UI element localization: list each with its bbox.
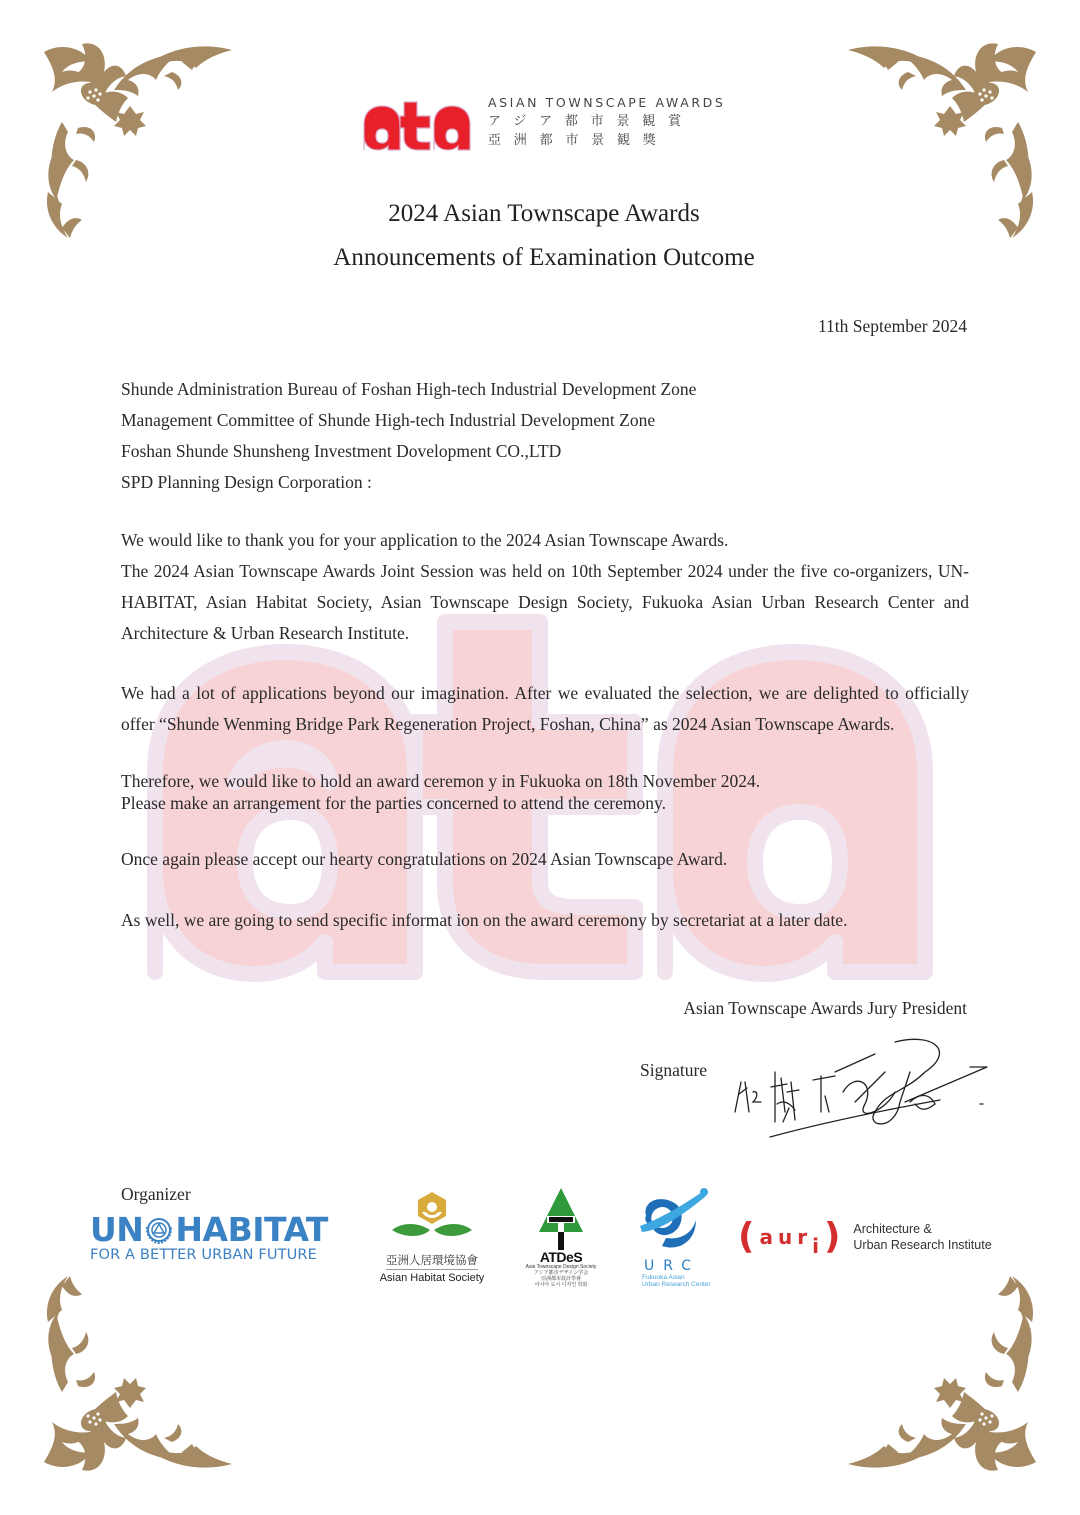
logo-english-name: ASIAN TOWNSCAPE AWARDS bbox=[488, 95, 726, 110]
asian-habitat-society-english: Asian Habitat Society bbox=[379, 1272, 485, 1284]
organizer-label: Organizer bbox=[121, 1184, 191, 1204]
atdes-subtitle: Asia Townscape Design Society bbox=[525, 1264, 597, 1270]
body-paragraph-congratulations: Once again please accept our hearty congratulations on 2024 Asian Townscape Award. bbox=[121, 849, 728, 869]
atdes-subtitle: アジア都市デザイン学会 bbox=[533, 1270, 589, 1276]
auri-name-line: Architecture & bbox=[853, 1222, 932, 1236]
ata-logo-icon bbox=[360, 100, 480, 152]
atdes-subtitle: 亞洲都市設計學會 bbox=[540, 1276, 581, 1282]
un-habitat-logo bbox=[90, 1210, 345, 1263]
urc-swoosh-icon bbox=[636, 1186, 711, 1258]
un-habitat-tagline: FOR A BETTER URBAN FUTURE bbox=[90, 1246, 317, 1263]
addressee: SPD Planning Design Corporation : bbox=[121, 472, 372, 492]
auri-letter: r bbox=[797, 1225, 813, 1249]
floral-ornament-icon bbox=[32, 1262, 252, 1482]
urc-subtitle: Urban Research Center bbox=[642, 1281, 711, 1288]
document-title: 2024 Asian Townscape Awards bbox=[388, 200, 700, 227]
urc-logo bbox=[636, 1186, 721, 1296]
asian-habitat-society-logo bbox=[372, 1190, 492, 1290]
auri-letter: i bbox=[812, 1234, 824, 1258]
addressee-list bbox=[121, 374, 969, 498]
auri-letter: a bbox=[759, 1225, 778, 1249]
body-line: Please make an arrangement for the parties concerned to attend the ceremony. bbox=[121, 793, 667, 813]
asian-townscape-awards-logo bbox=[360, 94, 730, 156]
atdes-tree-icon bbox=[531, 1186, 591, 1250]
urc-name: URC bbox=[644, 1258, 701, 1274]
body-paragraph-ceremony bbox=[121, 770, 969, 814]
auri-letter: u bbox=[777, 1225, 798, 1249]
corner-ornament-bottom-right bbox=[828, 1262, 1048, 1482]
atdes-logo bbox=[518, 1186, 604, 1296]
addressee: Management Committee of Shunde High-tech Industrial Development Zone bbox=[121, 410, 656, 430]
corner-ornament-bottom-left bbox=[32, 1262, 252, 1482]
asian-habitat-society-emblem-icon bbox=[382, 1190, 482, 1248]
body-paragraph-followup: As well, we are going to send specific informat ion on the award ceremony by secretariat at a later date. bbox=[121, 910, 848, 930]
body-line: The 2024 Asian Townscape Awards Joint Session was held on 10th September 2024 under the five co-organizers, UN-HABITAT, Asian Habitat Society, Asian Townscape Design Society, Fukuoka Asian Urban Research Center and Architecture & Urban Research Institute. bbox=[121, 561, 969, 643]
auri-mark bbox=[738, 1216, 846, 1258]
urc-subtitle: Fukuoka Asian bbox=[642, 1274, 685, 1281]
logo-chinese-name: 亞洲都市景観獎 bbox=[488, 133, 669, 148]
body-line: We would like to thank you for your application to the 2024 Asian Townscape Awards. bbox=[121, 530, 729, 550]
handwritten-signature-icon bbox=[725, 1032, 990, 1140]
un-emblem-icon bbox=[144, 1215, 174, 1245]
auri-logo bbox=[738, 1212, 1018, 1262]
floral-ornament-icon bbox=[828, 1262, 1048, 1482]
auri-name-line: Urban Research Institute bbox=[853, 1238, 992, 1252]
jury-president-title: Asian Townscape Awards Jury President bbox=[683, 998, 967, 1018]
addressee: Shunde Administration Bureau of Foshan High-tech Industrial Development Zone bbox=[121, 379, 697, 399]
un-habitat-un: UN bbox=[90, 1210, 144, 1249]
auri-paren-right-icon: ) bbox=[823, 1216, 846, 1257]
signature-label: Signature bbox=[640, 1060, 708, 1080]
auri-paren-left-icon: ( bbox=[738, 1216, 760, 1257]
un-habitat-habitat: HABITAT bbox=[175, 1210, 328, 1249]
document-date: 11th September 2024 bbox=[817, 316, 967, 336]
document-subtitle: Announcements of Examination Outcome bbox=[333, 244, 755, 271]
body-line: Therefore, we would like to hold an award ceremon y in Fukuoka on 18th November 2024. bbox=[121, 771, 761, 791]
body-paragraph-thanks bbox=[121, 525, 969, 649]
addressee: Foshan Shunde Shunsheng Investment Dovelopment CO.,LTD bbox=[121, 441, 562, 461]
logo-japanese-name: アジア都市景観賞 bbox=[488, 114, 694, 129]
atdes-subtitle: 아시아 도시 디자인 학회 bbox=[534, 1282, 588, 1288]
atdes-name: ATDeS bbox=[539, 1249, 583, 1265]
body-paragraph-award: We had a lot of applications beyond our imagination. After we evaluated the selection, we are delighted to officially offer “Shunde Wenming Bridge Park Regeneration Project, Foshan, China” as 2024 Asian Townscape Awards. bbox=[121, 683, 969, 734]
asian-habitat-society-chinese: 亞洲人居環境協會 bbox=[386, 1252, 478, 1270]
